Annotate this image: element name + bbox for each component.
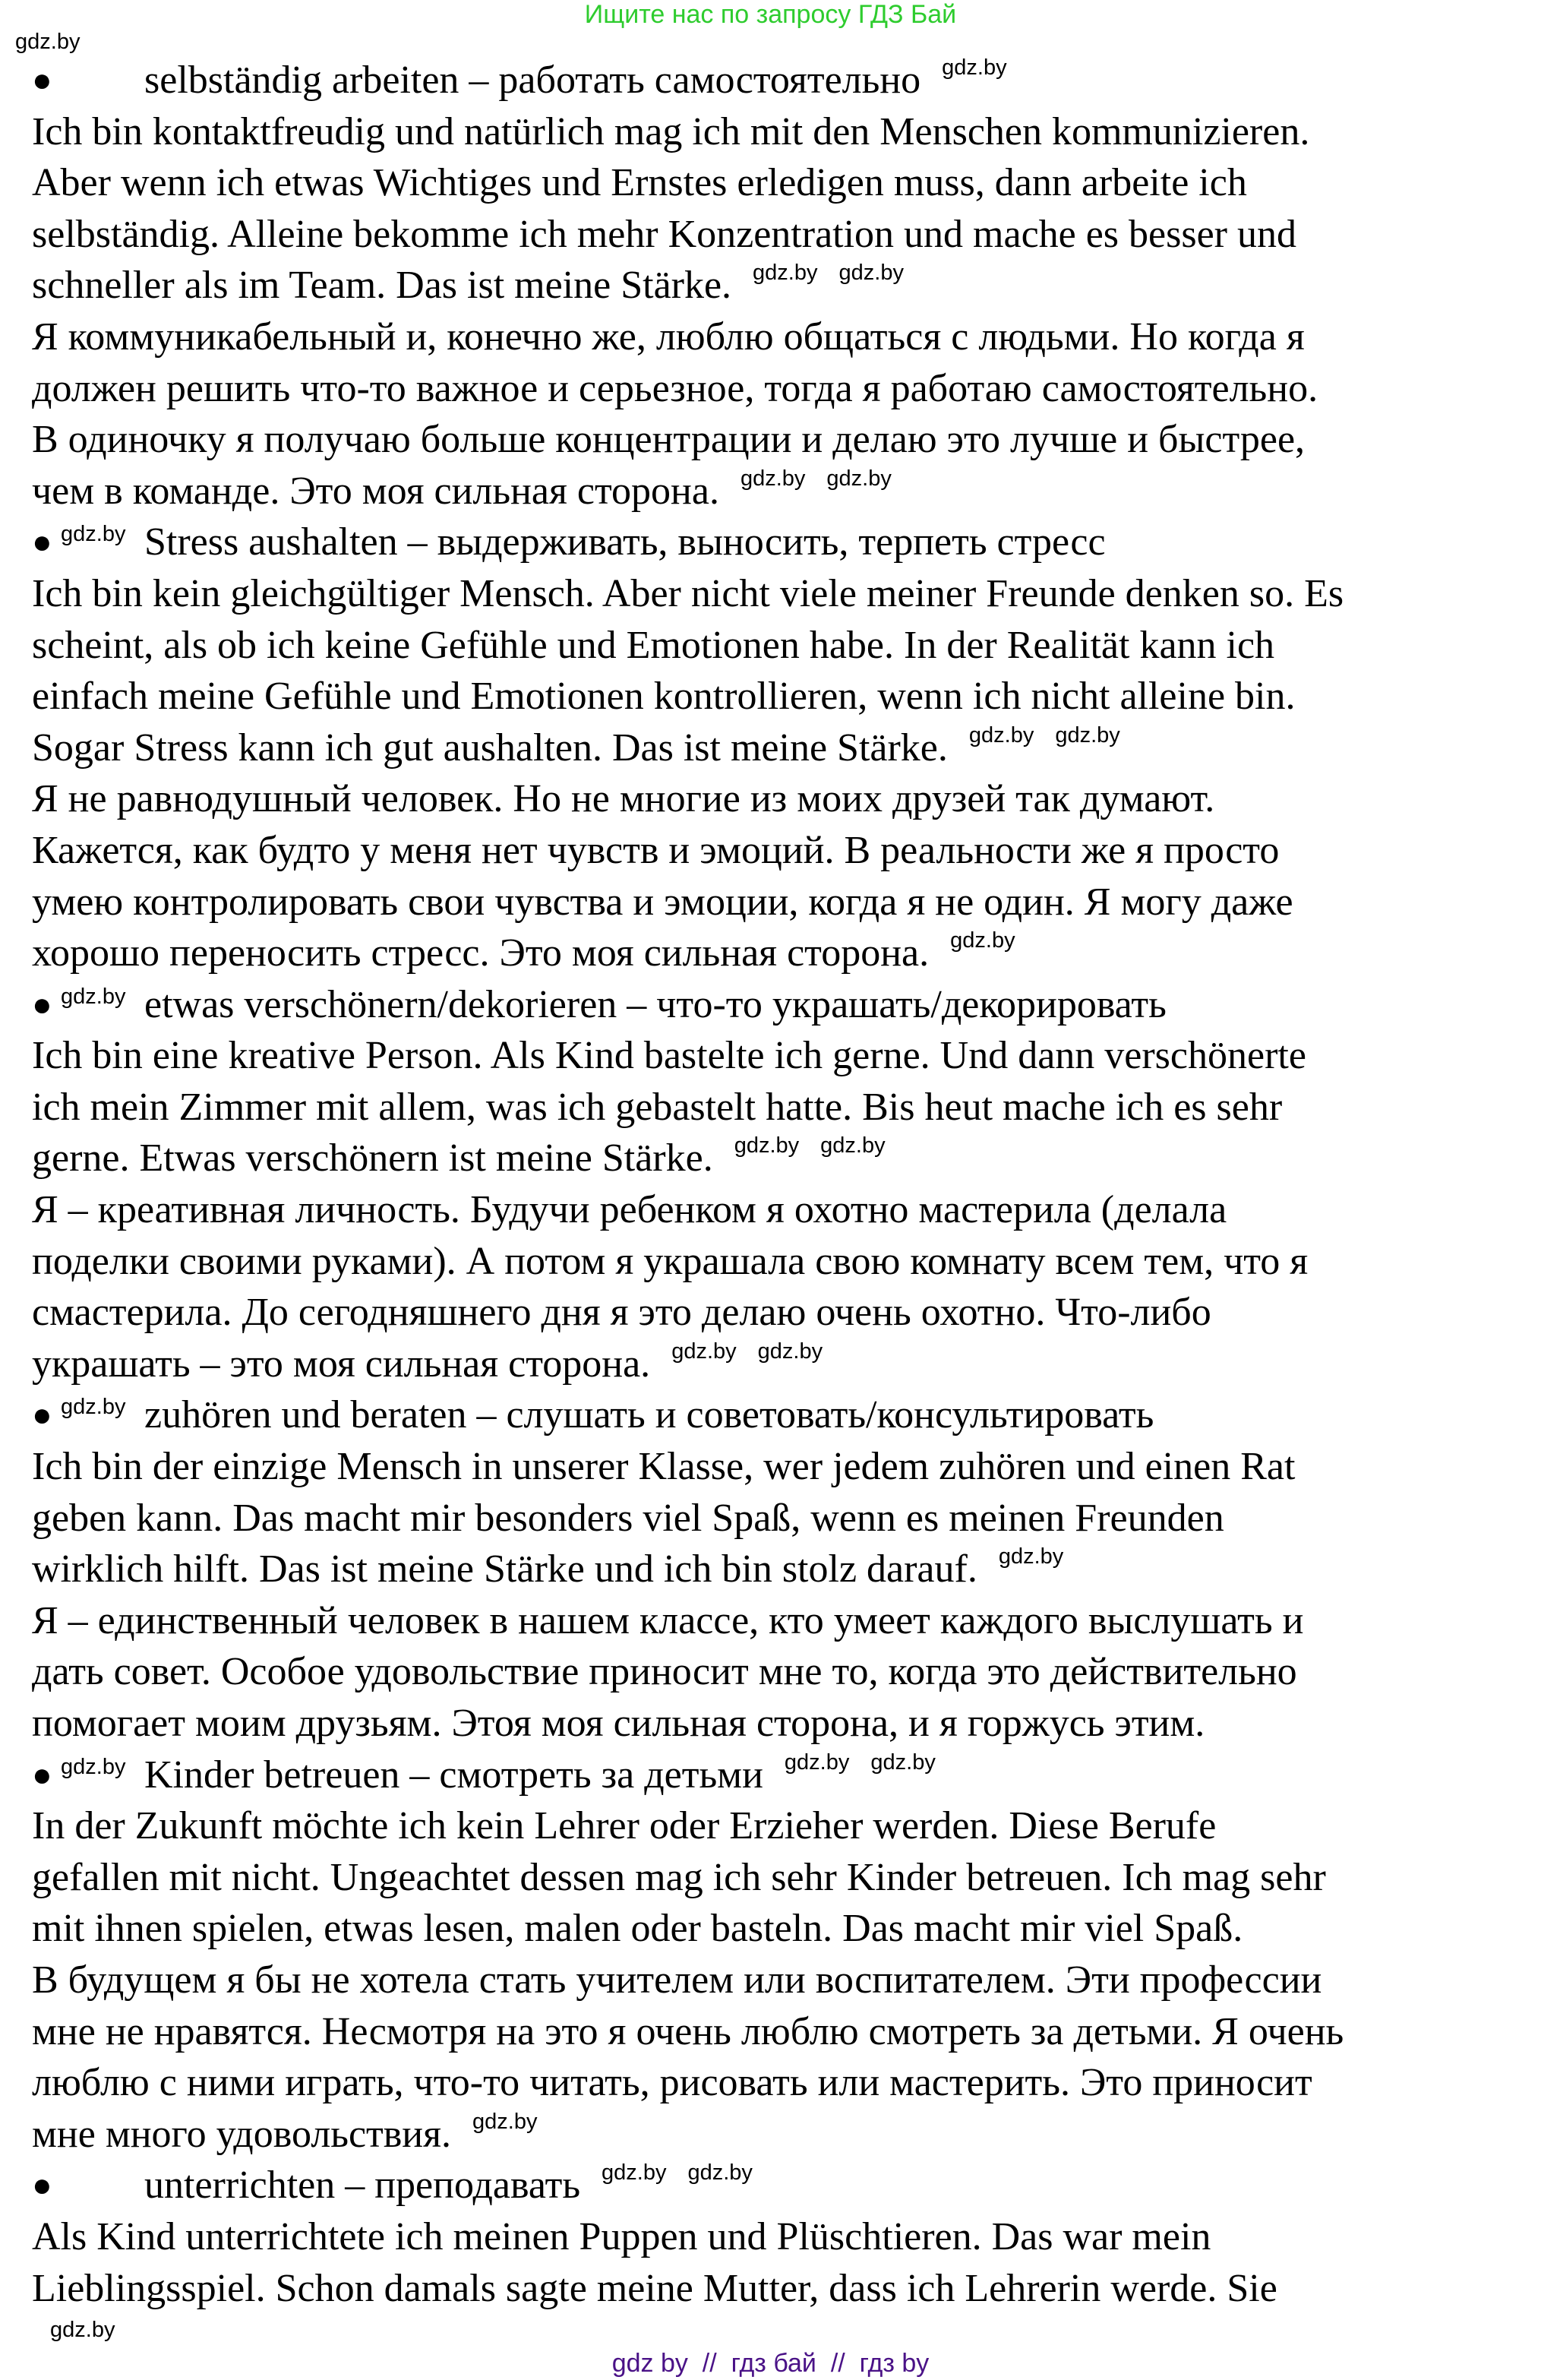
text-line (32, 1800, 1520, 1852)
gdz-watermark: gdz.by (61, 1754, 126, 1779)
line-text: schneller als im Team. Das ist meine Stärke. (32, 264, 732, 308)
text-line (32, 773, 1520, 825)
line-text: gerne. Etwas verschönern ist meine Stärke. (32, 1136, 713, 1181)
line-text: In der Zukunft möchte ich kein Lehrer oder Erzieher werden. Diese Berufe (32, 1804, 1217, 1848)
text-line (32, 1236, 1520, 1288)
text-line (32, 466, 1520, 517)
footer-links[interactable]: gdz by // гдз бай // гдз by (611, 2349, 930, 2378)
text-line (32, 414, 1520, 466)
text-line (32, 1852, 1520, 1904)
text-line (32, 1595, 1520, 1647)
bullet-icon: ● (32, 1756, 52, 1794)
gdz-watermark: gdz.by (820, 1133, 886, 1158)
line-text: В одиночку я получаю больше концентрации и делаю это лучше и быстрее, (32, 418, 1306, 462)
gdz-watermark: gdz.by (50, 2318, 115, 2342)
line-text: мне не нравятся. Несмотря на это я очень люблю смотреть за детьми. Я очень (32, 2009, 1344, 2053)
gdz-watermark: gdz.by (734, 1133, 800, 1158)
gdz-watermark: gdz.by (870, 1749, 936, 1775)
bullet-heading-text: Stress aushalten – выдерживать, выносить, терпеть стресс (144, 520, 1106, 564)
text-line (32, 1133, 1520, 1184)
text-line (32, 1184, 1520, 1236)
text-line (32, 1339, 1520, 1390)
bullet-heading-line (144, 517, 1106, 568)
text-line (32, 825, 1520, 877)
bullet-heading-line (144, 1749, 936, 1801)
bullet-heading (32, 55, 1520, 106)
line-text: Als Kind unterrichtete ich meinen Puppen und Plüschtieren. Das war mein (32, 2214, 1211, 2258)
bullet-heading (32, 979, 1520, 1031)
gdz-watermark: gdz.by (472, 2109, 538, 2134)
text-line (32, 1955, 1520, 2006)
text-line (32, 106, 1520, 158)
line-text: mit ihnen spielen, etwas lesen, malen oder basteln. Das macht mir viel Spaß. (32, 1907, 1243, 1951)
gdz-watermark: gdz.by (757, 1339, 823, 1364)
text-line (32, 209, 1520, 261)
line-text: помогает моим друзьям. Этоя моя сильная сторона, и я горжусь этим. (32, 1702, 1205, 1745)
line-text: Ich bin kein gleichgültiger Mensch. Aber nicht viele meiner Freunde denken so. Es (32, 571, 1344, 615)
bullet-heading (32, 2160, 1520, 2211)
line-text: Ich bin eine kreative Person. Als Kind bastelte ich gerne. Und dann verschönerte (32, 1034, 1306, 1078)
bullet-heading-line (144, 55, 1007, 106)
text-line (32, 1646, 1520, 1698)
text-line (32, 722, 1520, 774)
line-text: Я – единственный человек в нашем классе, кто умеет каждого выслушать и (32, 1598, 1304, 1642)
line-text: должен решить что-то важное и серьезное, тогда я работаю самостоятельно. (32, 366, 1318, 410)
gdz-watermark: gdz.by (671, 1339, 737, 1364)
line-text: мне много удовольствия. (32, 2112, 452, 2156)
bullet-heading-text: unterrichten – преподавать (144, 2163, 581, 2208)
bullet-heading-line (144, 2160, 753, 2211)
gdz-watermark: gdz.by (826, 466, 892, 491)
line-text: Sogar Stress kann ich gut aushalten. Das ist meine Stärke. (32, 725, 948, 770)
search-banner: Ищите нас по запросу ГДЗ Бай (584, 0, 957, 29)
bullet-heading-text: selbständig arbeiten – работать самостоятельно (144, 58, 921, 102)
bullet-icon: ● (32, 2167, 52, 2205)
line-text: Lieblingsspiel. Schon damals sagte meine Mutter, dass ich Lehrerin werde. Sie (32, 2266, 1277, 2310)
bullet-heading (32, 1389, 1520, 1441)
gdz-watermark: gdz.by (1055, 722, 1120, 748)
bullet-icon: ● (32, 523, 52, 561)
line-text: Я коммуникабельный и, конечно же, люблю общаться с людьми. Но когда я (32, 314, 1305, 359)
text-line (32, 877, 1520, 928)
text-line (32, 157, 1520, 209)
line-text: поделки своими руками). А потом я украшала свою комнату всем тем, что я (32, 1239, 1309, 1283)
line-text: люблю с ними играть, что-то читать, рисовать или мастерить. Это приносит (32, 2061, 1312, 2105)
line-text: einfach meine Gefühle und Emotionen kontrollieren, wenn ich nicht alleine bin. (32, 675, 1296, 719)
line-text: хорошо переносить стресс. Это моя сильная сторона. (32, 931, 930, 975)
line-text: Кажется, как будто у меня нет чувств и эмоций. В реальности же я просто (32, 828, 1280, 872)
text-line (32, 1493, 1520, 1544)
line-text: wirklich hilft. Das ist meine Stärke und ich bin stolz darauf. (32, 1547, 977, 1591)
text-line (32, 671, 1520, 722)
bullet-heading-text: Kinder betreuen – смотреть за детьми (144, 1753, 763, 1797)
gdz-watermark: gdz.by (784, 1749, 850, 1775)
bullet-heading-line (144, 979, 1167, 1031)
gdz-watermark: gdz.by (687, 2160, 753, 2186)
gdz-watermark: gdz.by (61, 984, 126, 1009)
bullet-icon: ● (32, 1396, 52, 1434)
document-body (32, 55, 1520, 2314)
gdz-watermark: gdz.by (602, 2160, 667, 2186)
line-text: scheint, als ob ich keine Gefühle und Emotionen habe. In der Realität kann ich (32, 623, 1275, 667)
gdz-watermark: gdz.by (968, 722, 1034, 748)
gdz-watermark: gdz.by (838, 261, 904, 286)
gdz-watermark: gdz.by (61, 522, 126, 547)
line-text: gefallen mit nicht. Ungeachtet dessen mag ich sehr Kinder betreuen. Ich mag sehr (32, 1855, 1326, 1899)
text-line (32, 2263, 1520, 2315)
bullet-icon: ● (32, 62, 52, 99)
text-line (32, 568, 1520, 620)
text-line (32, 363, 1520, 415)
gdz-watermark: gdz.by (61, 1395, 126, 1420)
bullet-heading-text: zuhören und beraten – слушать и советовать/консультировать (144, 1393, 1154, 1437)
bullet-heading-text: etwas verschönern/dekorieren – что-то украшать/декорировать (144, 982, 1167, 1026)
gdz-watermark: gdz.by (740, 466, 806, 491)
text-line (32, 1082, 1520, 1133)
line-text: украшать – это моя сильная сторона. (32, 1342, 651, 1386)
line-text: смастерила. До сегодняшнего дня я это делаю очень охотно. Что-либо (32, 1291, 1211, 1335)
text-line (32, 1544, 1520, 1595)
line-text: ich mein Zimmer mit allem, was ich gebastelt hatte. Bis heut mache ich es sehr (32, 1085, 1283, 1129)
text-line (32, 1441, 1520, 1493)
line-text: Я – креативная личность. Будучи ребенком я охотно мастерила (делала (32, 1188, 1227, 1232)
line-text: дать совет. Особое удовольствие приносит мне то, когда это действительно (32, 1650, 1297, 1694)
gdz-watermark: gdz.by (15, 30, 81, 54)
gdz-watermark: gdz.by (998, 1544, 1064, 1569)
line-text: чем в команде. Это моя сильная сторона. (32, 469, 719, 513)
text-line (32, 1287, 1520, 1339)
gdz-watermark: gdz.by (942, 55, 1007, 80)
text-line (32, 1030, 1520, 1082)
gdz-watermark: gdz.by (753, 261, 818, 286)
bullet-heading (32, 1749, 1520, 1801)
bullet-heading (32, 517, 1520, 568)
text-line (32, 2211, 1520, 2263)
line-text: умею контролировать свои чувства и эмоции, когда я не один. Я могу даже (32, 880, 1293, 924)
line-text: selbständig. Alleine bekomme ich mehr Konzentration und mache es besser und (32, 212, 1296, 256)
text-line (32, 620, 1520, 672)
text-line (32, 2109, 1520, 2160)
line-text: Ich bin kontaktfreudig und natürlich mag ich mit den Menschen kommunizieren. (32, 109, 1310, 153)
text-line (32, 311, 1520, 363)
bullet-heading-line (144, 1389, 1154, 1441)
gdz-watermark: gdz.by (950, 928, 1015, 953)
text-line (32, 1903, 1520, 1955)
line-text: geben kann. Das macht mir besonders viel Spaß, wenn es meinen Freunden (32, 1496, 1224, 1540)
text-line (32, 2057, 1520, 2109)
text-line (32, 260, 1520, 311)
line-text: В будущем я бы не хотела стать учителем или воспитателем. Эти профессии (32, 1958, 1322, 2002)
line-text: Aber wenn ich etwas Wichtiges und Ernstes erledigen muss, dann arbeite ich (32, 161, 1247, 205)
line-text: Я не равнодушный человек. Но не многие из моих друзей так думают. (32, 777, 1215, 821)
text-line (32, 2006, 1520, 2058)
text-line (32, 928, 1520, 979)
bullet-icon: ● (32, 985, 52, 1023)
line-text: Ich bin der einzige Mensch in unserer Klasse, wer jedem zuhören und einen Rat (32, 1445, 1296, 1489)
text-line (32, 1698, 1520, 1749)
